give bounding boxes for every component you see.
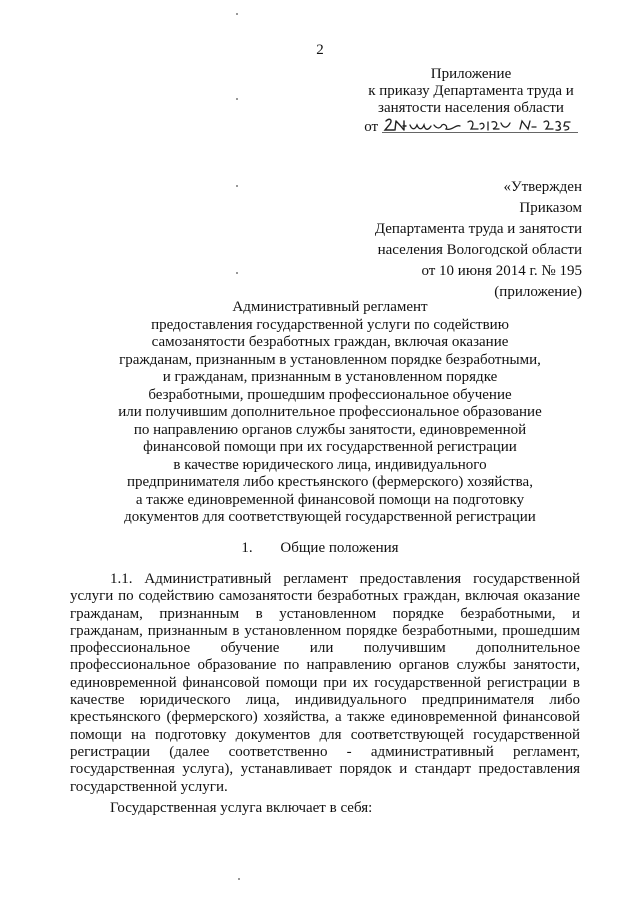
from-label: от xyxy=(364,119,379,135)
title-line: и гражданам, признанным в установленном порядке xyxy=(162,369,498,385)
appendix-line: Приложение xyxy=(430,66,512,82)
paragraph-line: качестве юридического лица, индивидуального предпринимателя либо xyxy=(70,692,580,709)
title-line: предпринимателя либо крестьянского (фермерского) хозяйства, xyxy=(127,474,533,490)
title-line: или получившим дополнительное профессиональное образование xyxy=(118,404,542,420)
paragraph-line: единовременной финансовой помощи при их государственной регистрации в xyxy=(70,674,580,691)
paragraph-line: гражданам, признанным в установленном порядке безработными, и xyxy=(70,605,580,622)
paragraph-2: Государственная услуга включает в себя: xyxy=(110,800,373,816)
scan-speck xyxy=(236,272,238,274)
document-title xyxy=(60,299,600,527)
approved-line: Приказом xyxy=(519,200,582,216)
paragraph-line: профессиональное образование по направлению органов службы занятости, xyxy=(70,657,580,674)
title-line: гражданам, признанным в установленном порядке безработными, xyxy=(119,351,541,368)
paragraph-line: регистрации (далее соответственно - административный регламент, xyxy=(70,743,580,760)
page-number: 2 xyxy=(316,42,324,58)
appendix-block xyxy=(360,66,582,136)
title-line: самозанятости безработных граждан, включая оказание xyxy=(151,334,509,350)
paragraph-line: 1.1. Административный регламент предоставления государственной xyxy=(110,571,580,587)
paragraph-line: государственной услуги. xyxy=(70,778,228,795)
title-line: документов для соответствующей государственной регистрации xyxy=(124,509,536,525)
appendix-date-line xyxy=(360,117,582,136)
paragraph-line: профессиональное обучение или получившим дополнительное xyxy=(70,640,580,657)
paragraph-line: крестьянского (фермерского) хозяйства, а также единовременной финансовой xyxy=(70,709,580,726)
approved-line: Департамента труда и занятости xyxy=(374,221,582,237)
title-line: по направлению органов службы занятости, единовременной xyxy=(133,421,527,438)
title-line: безработными, прошедшим профессиональное обучение xyxy=(148,386,512,403)
handwritten-date xyxy=(578,117,579,118)
title-line: Административный регламент xyxy=(232,299,428,315)
appendix-line: к приказу Департамента труда и xyxy=(368,83,574,99)
title-line: в качестве юридического лица, индивидуального xyxy=(173,456,487,473)
approved-block xyxy=(350,177,582,303)
title-line: а также единовременной финансовой помощи на подготовку xyxy=(135,491,525,508)
title-line: финансовой помощи при их государственной регистрации xyxy=(143,439,517,455)
scan-speck xyxy=(238,878,240,880)
appendix-line: занятости населения области xyxy=(378,100,564,116)
scan-speck xyxy=(236,185,238,187)
section-heading xyxy=(0,540,640,557)
approved-line: населения Вологодской области xyxy=(377,242,582,258)
paragraph-line: гражданам, признанным в установленном порядке безработными, прошедшим xyxy=(70,622,580,639)
paragraph-line: помощи на подготовку документов для соответствующей государственной xyxy=(70,726,580,743)
section-title: Общие положения xyxy=(280,540,399,556)
approved-line: «Утвержден xyxy=(503,179,582,195)
scan-speck xyxy=(236,98,238,100)
scan-speck xyxy=(236,13,238,15)
section-number: 1. xyxy=(241,540,253,556)
approved-line: от 10 июня 2014 г. № 195 xyxy=(421,263,582,279)
paragraph-line: услуги по содействию самозанятости безработных граждан, включая оказание xyxy=(70,588,580,605)
approved-line: (приложение) xyxy=(494,284,582,300)
handwritten-date-signature xyxy=(382,117,578,135)
paragraph-1 xyxy=(70,571,580,796)
paragraph-line: государственная услуга), устанавливает порядок и стандарт предоставления xyxy=(70,761,580,778)
title-line: предоставления государственной услуги по содействию xyxy=(151,316,509,333)
